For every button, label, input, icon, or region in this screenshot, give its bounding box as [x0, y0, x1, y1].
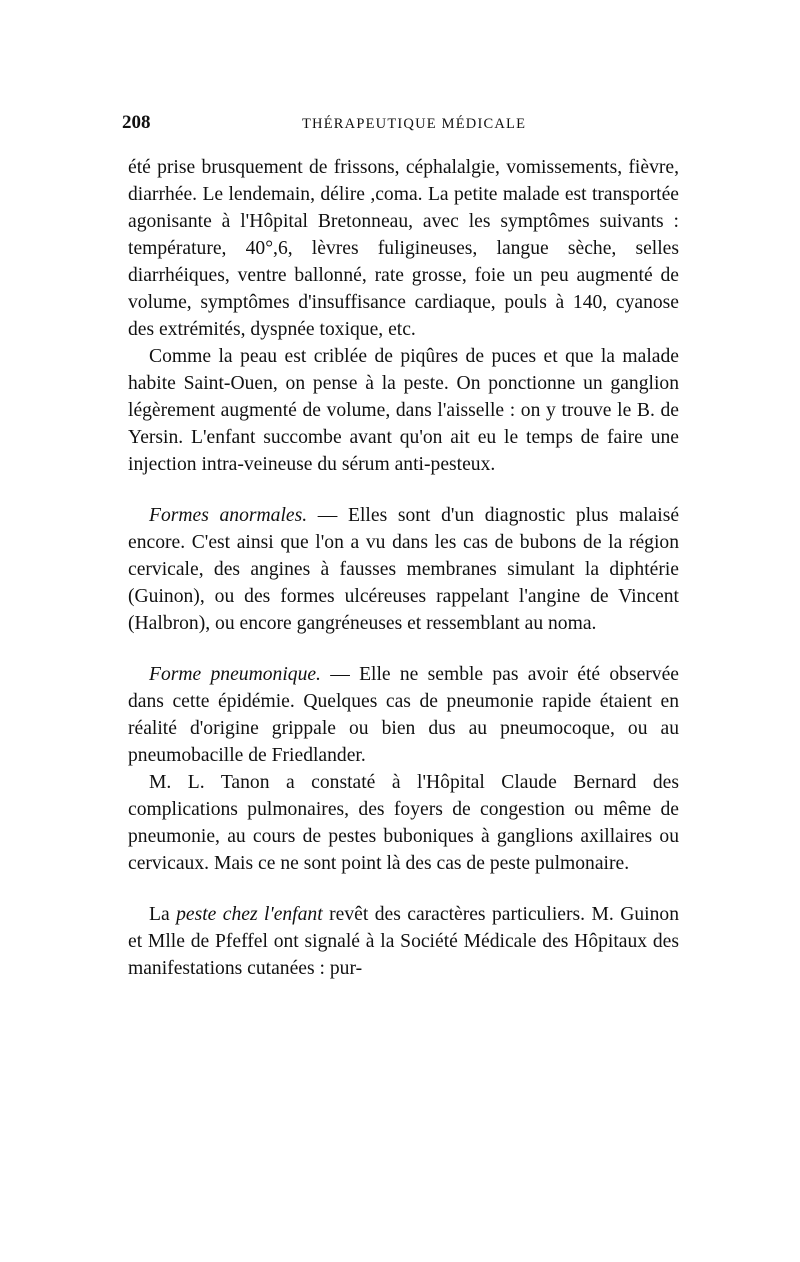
running-title: THÉRAPEUTIQUE MÉDICALE — [302, 116, 527, 132]
section-lead: peste chez l'enfant — [176, 904, 323, 925]
paragraph-forme-pneumonique — [128, 661, 679, 769]
paragraph-text: Comme la peau est criblée de piqûres de puces et que la malade habite Saint-Ouen, on pense à la peste. On ponctionne un ganglion légèrement augmenté de volume, dans l'aisselle : on y trouve le B. de Yersin. L'enfant succombe avant qu'on ait eu le temps de faire une injection intra-veineuse du sérum anti-pesteux. — [128, 346, 679, 475]
page-number: 208 — [122, 112, 151, 133]
paragraph-case-description — [128, 154, 679, 343]
paragraph-prefix: La — [149, 904, 177, 925]
paragraph-text: été prise brusquement de frissons, céphalalgie, vomissements, fièvre, diarrhée. Le lendemain, délire ,coma. La petite malade est transportée agonisante à l'Hôpital Bretonneau, avec les symptômes suivants : température, 40°,6, lèvres fuligineuses, langue sèche, selles diarrhéiques, ventre ballonné, rate grosse, foie un peu augmenté de volume, symptômes d'insuffisance cardiaque, pouls à 140, cyanose des extrémités, dyspnée toxique, etc. — [128, 157, 679, 340]
paragraph-text: M. L. Tanon a constaté à l'Hôpital Claude Bernard des complications pulmonaires, des foyers de congestion ou même de pneumonie, au cours de pestes buboniques à ganglions axillaires ou cervicaux. Mais ce ne sont point là des cas de peste pulmonaire. — [128, 772, 679, 874]
paragraph-text: revêt des caractères particuliers. M. Guinon et Mlle de Pfeffel ont signalé à la Société Médicale des Hôpitaux des manifestations cutanées : pur- — [128, 904, 679, 979]
paragraph-text: — Elle ne semble pas avoir été observée dans cette épidémie. Quelques cas de pneumonie rapide étaient en réalité d'origine grippale ou bien dus au pneumocoque, ou au pneumobacille de Friedlander. — [128, 664, 679, 766]
paragraph-diagnosis — [128, 343, 679, 478]
section-lead: Forme pneumonique. — [149, 664, 321, 685]
paragraph-text: — Elles sont d'un diagnostic plus malaisé encore. C'est ainsi que l'on a vu dans les cas de bubons de la région cervicale, des angines à fausses membranes simulant la diphtérie (Guinon), ou des formes ulcéreuses rappelant l'angine de Vincent (Halbron), ou encore gangréneuses et ressemblant au noma. — [128, 505, 680, 634]
paragraph-formes-anormales — [128, 502, 679, 637]
paragraph-tanon — [128, 769, 679, 877]
section-lead: Formes anormales. — [149, 505, 308, 526]
running-head — [122, 112, 682, 142]
text-body — [128, 154, 679, 982]
paragraph-peste-enfant — [128, 901, 679, 982]
